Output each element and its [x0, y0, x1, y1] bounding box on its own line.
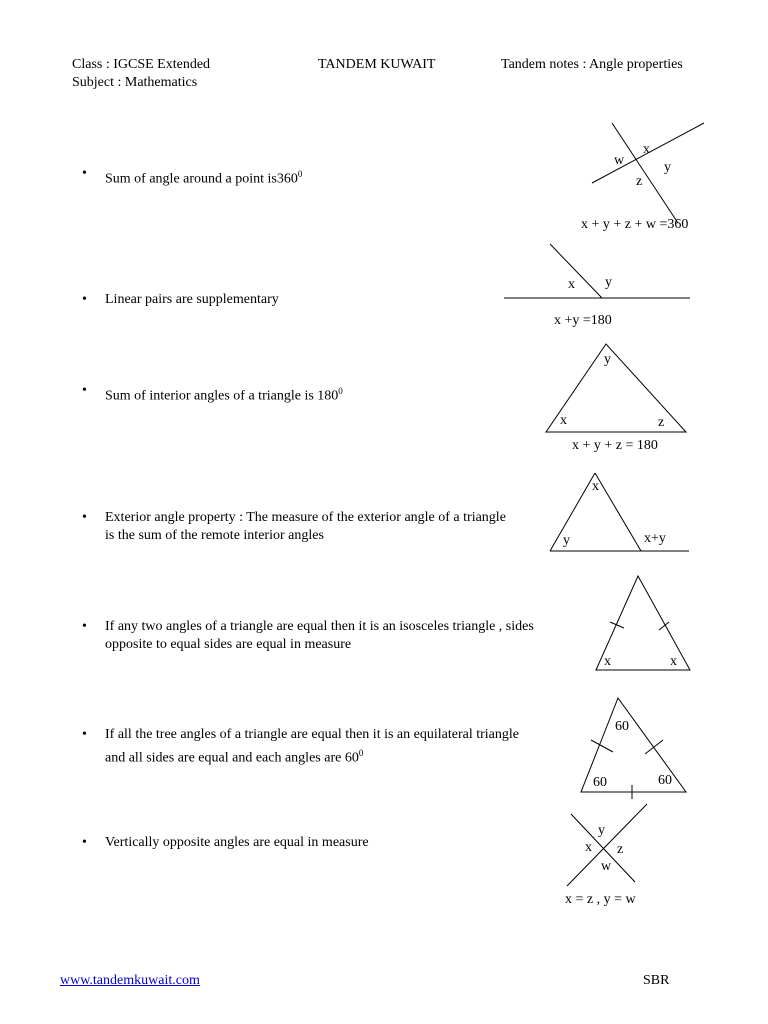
label-y: y: [563, 533, 570, 548]
bullet-text-line1: If any two angles of a triangle are equal then it is an isosceles triangle , sides: [105, 619, 534, 634]
label-60-right: 60: [658, 773, 672, 788]
equation-around-point: x + y + z + w =360: [581, 217, 689, 232]
author-initials: SBR: [643, 973, 670, 988]
bullet-text: Sum of interior angles of a triangle is 180: [105, 388, 339, 404]
bullet-text: Vertically opposite angles are equal in measure: [105, 835, 369, 850]
label-x: x: [568, 277, 575, 292]
bullet-text-line2: is the sum of the remote interior angles: [105, 528, 324, 543]
triangle-right-side: [595, 473, 641, 551]
label-y: y: [605, 275, 612, 290]
bullet-glyph: •: [82, 835, 87, 850]
equal-side-tick: [645, 740, 663, 754]
label-y: y: [664, 160, 671, 175]
bullet-text: Linear pairs are supplementary: [105, 292, 279, 307]
linear-pair-diagram: [500, 240, 695, 335]
triangle-left-side: [550, 473, 595, 551]
equilateral-triangle-diagram: [575, 692, 692, 804]
vertical-angles-diagram: [555, 800, 667, 912]
bullet-glyph: •: [82, 166, 87, 181]
notes-title: Tandem notes : Angle properties: [501, 57, 683, 72]
label-z: z: [636, 174, 643, 189]
class-label: Class : IGCSE Extended: [72, 57, 211, 72]
bullet-text-line1: Exterior angle property : The measure of the exterior angle of a triangle: [105, 510, 506, 525]
center-title: TANDEM KUWAIT: [318, 57, 436, 72]
degree-superscript: 0: [338, 386, 343, 396]
bullet-glyph: •: [82, 292, 87, 307]
equation-linear-pair: x +y =180: [554, 313, 612, 328]
label-x-left: x: [604, 654, 611, 669]
bullet-glyph: •: [82, 510, 87, 525]
bullet-text-line2: opposite to equal sides are equal in measure: [105, 637, 352, 652]
bullet-text-line1: If all the tree angles of a triangle are equal then it is an equilateral triangle: [105, 727, 519, 742]
label-x: x: [585, 840, 592, 855]
label-60-top: 60: [615, 719, 629, 734]
bullet-glyph: •: [82, 383, 87, 398]
label-x: x: [592, 479, 599, 494]
triangle-shape: [546, 344, 686, 432]
label-x: x: [643, 142, 650, 157]
bullet-text-line2: and all sides are equal and each angles are 60: [105, 750, 359, 766]
label-y: y: [604, 352, 611, 367]
label-exterior-x-plus-y: x+y: [644, 531, 666, 546]
subject-label: Subject : Mathematics: [72, 75, 198, 90]
exterior-angle-diagram: [545, 465, 693, 557]
bullet-text: Sum of angle around a point is360: [105, 171, 298, 187]
equation-triangle-sum: x + y + z = 180: [572, 438, 658, 453]
bullet-glyph: •: [82, 727, 87, 742]
website-link[interactable]: www.tandemkuwait.com: [60, 973, 200, 988]
label-y: y: [598, 823, 605, 838]
label-w: w: [614, 153, 625, 168]
triangle-sum-diagram: [540, 340, 690, 455]
angles-around-point-diagram: [560, 115, 720, 240]
label-w: w: [601, 859, 612, 874]
label-z: z: [658, 415, 665, 430]
degree-superscript: 0: [358, 748, 364, 758]
isosceles-triangle-diagram: [592, 572, 694, 674]
degree-superscript: 0: [297, 169, 303, 179]
equation-vertical-angles: x = z , y = w: [565, 892, 636, 907]
diagram-ray: [550, 244, 602, 298]
label-60-left: 60: [593, 775, 607, 790]
label-z: z: [617, 842, 624, 857]
label-x: x: [560, 413, 567, 428]
bullet-glyph: •: [82, 619, 87, 634]
equal-side-tick: [591, 740, 613, 752]
label-x-right: x: [670, 654, 677, 669]
